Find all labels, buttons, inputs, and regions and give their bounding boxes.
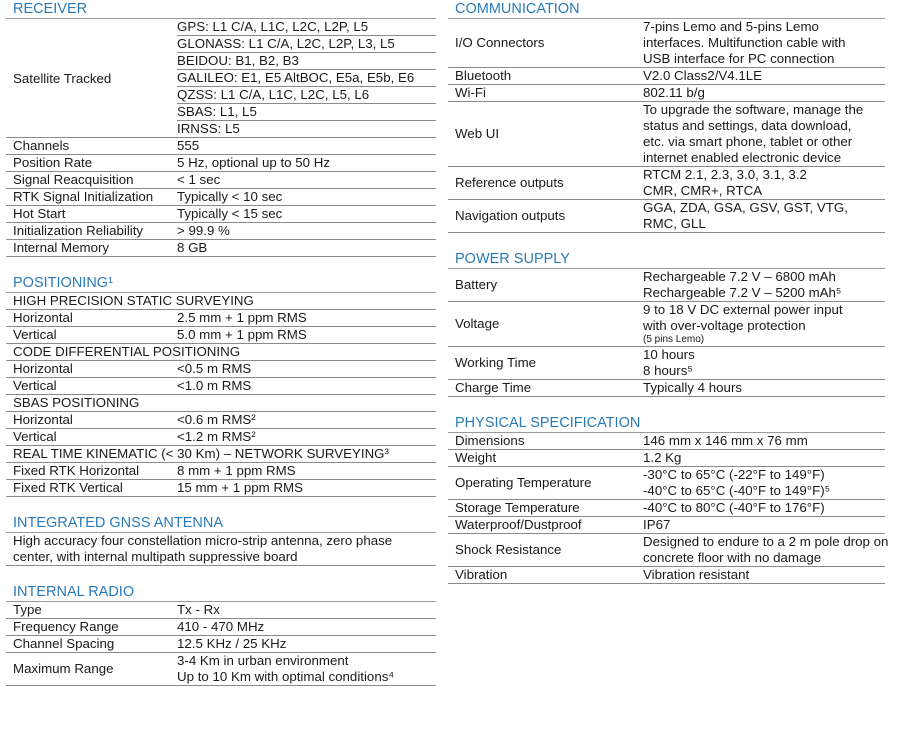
spec-label: Frequency Range	[13, 619, 119, 634]
spec-value: 555	[177, 138, 200, 153]
value-line: USB interface for PC connection	[643, 51, 835, 66]
value-line: GGA, ZDA, GSA, GSV, GST, VTG,	[643, 200, 848, 215]
left-column	[6, 0, 436, 703]
spec-value: Typically 4 hours	[643, 380, 743, 395]
spec-label: Fixed RTK Horizontal	[13, 463, 140, 478]
spec-value: <0.5 m RMS	[177, 361, 252, 376]
value-line: etc. via smart phone, tablet or other	[643, 134, 853, 149]
satellite-item: IRNSS: L5	[177, 121, 240, 136]
radio-title: INTERNAL RADIO	[6, 583, 436, 602]
value-line: Up to 10 Km with optimal conditions⁴	[177, 669, 395, 684]
spec-label: Wi-Fi	[455, 85, 487, 100]
spec-value: 5 Hz, optional up to 50 Hz	[177, 155, 331, 170]
spec-value: 2.5 mm + 1 ppm RMS	[177, 310, 307, 325]
antenna-description-row	[6, 533, 436, 566]
spec-label: RTK Signal Initialization	[13, 189, 154, 204]
value-line: Rechargeable 7.2 V – 5200 mAh⁵	[643, 285, 842, 300]
spec-row	[448, 68, 885, 85]
spec-value	[643, 534, 888, 566]
spec-row	[6, 240, 436, 257]
spec-row	[6, 223, 436, 240]
value-line: Designed to endure to a 2 m pole drop on	[643, 534, 889, 549]
spec-label: Initialization Reliability	[13, 223, 144, 238]
spec-row	[448, 380, 885, 397]
spec-value	[643, 347, 885, 379]
spec-row	[6, 172, 436, 189]
spec-value: 1.2 Kg	[643, 450, 682, 465]
spec-row	[6, 619, 436, 636]
spec-label: Channel Spacing	[13, 636, 115, 651]
spec-row	[448, 500, 885, 517]
spec-value: <1.0 m RMS	[177, 378, 252, 393]
spec-label: Bluetooth	[455, 68, 512, 83]
spec-value: 15 mm + 1 ppm RMS	[177, 480, 303, 495]
spec-row	[448, 433, 885, 450]
spec-label: Vibration	[455, 567, 508, 582]
satellite-list	[177, 19, 436, 137]
spec-value: < 1 sec	[177, 172, 221, 187]
spec-label: Working Time	[455, 355, 537, 370]
spec-value: 146 mm x 146 mm x 76 mm	[643, 433, 808, 448]
value-line: 8 hours⁵	[643, 363, 693, 378]
value-line: 9 to 18 V DC external power input	[643, 302, 843, 317]
spec-label: Weight	[455, 450, 497, 465]
spec-label: Hot Start	[13, 206, 66, 221]
spec-row	[6, 206, 436, 223]
spec-row	[6, 310, 436, 327]
spec-row	[6, 361, 436, 378]
spec-label: Channels	[13, 138, 70, 153]
subheading-row	[6, 344, 436, 361]
spec-row	[448, 102, 885, 167]
value-line: 7-pins Lemo and 5-pins Lemo	[643, 19, 819, 34]
spec-value: Typically < 15 sec	[177, 206, 283, 221]
value-line: RMC, GLL	[643, 216, 706, 231]
spec-row	[448, 302, 885, 347]
value-line: with over-voltage protection	[643, 318, 806, 333]
satellite-item: BEIDOU: B1, B2, B3	[177, 53, 436, 70]
spec-label: Type	[13, 602, 42, 617]
spec-label: Battery	[455, 277, 498, 292]
spec-row	[6, 327, 436, 344]
spec-row	[448, 85, 885, 102]
spec-value: Tx - Rx	[177, 602, 220, 617]
spec-row	[6, 412, 436, 429]
physical-title: PHYSICAL SPECIFICATION	[448, 414, 885, 433]
subheading-row	[6, 446, 436, 463]
spec-label: Position Rate	[13, 155, 93, 170]
satellite-item: SBAS: L1, L5	[177, 104, 436, 121]
spec-value: 410 - 470 MHz	[177, 619, 265, 634]
value-line: 10 hours	[643, 347, 695, 362]
spec-label: Vertical	[13, 429, 57, 444]
value-note: (5 pins Lemo)	[643, 334, 705, 345]
right-column	[448, 0, 889, 601]
spec-row	[6, 636, 436, 653]
radio-section	[6, 583, 436, 686]
value-line: To upgrade the software, manage the	[643, 102, 864, 117]
spec-label: Reference outputs	[455, 175, 564, 190]
spec-value: <0.6 m RMS²	[177, 412, 256, 427]
power-section	[448, 250, 885, 397]
spec-label: Signal Reacquisition	[13, 172, 134, 187]
subheading: CODE DIFFERENTIAL POSITIONING	[13, 344, 241, 359]
spec-value: 5.0 mm + 1 ppm RMS	[177, 327, 307, 342]
spec-label: Voltage	[455, 316, 500, 331]
description-line: center, with internal multipath suppressive board	[13, 549, 298, 564]
spec-label: Maximum Range	[13, 661, 114, 676]
value-line: -30°C to 65°C (-22°F to 149°F)	[643, 467, 825, 482]
description-line: High accuracy four constellation micro-strip antenna, zero phase	[13, 533, 393, 548]
spec-row	[6, 653, 436, 686]
value-line: interfaces. Multifunction cable with	[643, 35, 846, 50]
subheading-row	[6, 395, 436, 412]
positioning-section	[6, 274, 436, 497]
communication-section	[448, 0, 885, 233]
spec-value: V2.0 Class2/V4.1LE	[643, 68, 763, 83]
spec-value	[643, 467, 885, 499]
subheading: HIGH PRECISION STATIC SURVEYING	[13, 293, 254, 308]
spec-label: Fixed RTK Vertical	[13, 480, 123, 495]
spec-value	[177, 653, 436, 685]
positioning-title: POSITIONING¹	[6, 274, 436, 293]
spec-row	[448, 269, 885, 302]
satellite-item: GPS: L1 C/A, L1C, L2C, L2P, L5	[177, 19, 436, 36]
spec-value: 8 mm + 1 ppm RMS	[177, 463, 296, 478]
spec-row	[448, 167, 885, 200]
spec-value: 8 GB	[177, 240, 208, 255]
subheading: SBAS POSITIONING	[13, 395, 140, 410]
subheading-row	[6, 293, 436, 310]
satellite-item: GALILEO: E1, E5 AltBOC, E5a, E5b, E6	[177, 70, 436, 87]
value-line: CMR, CMR+, RTCA	[643, 183, 763, 198]
spec-row	[448, 517, 885, 534]
satellite-tracked-label: Satellite Tracked	[13, 70, 112, 86]
spec-row	[6, 189, 436, 206]
antenna-section	[6, 514, 436, 566]
spec-label: Horizontal	[13, 412, 73, 427]
receiver-section	[6, 0, 436, 257]
spec-value: IP67	[643, 517, 671, 532]
spec-row	[448, 467, 885, 500]
spec-value: <1.2 m RMS²	[177, 429, 256, 444]
spec-row	[448, 534, 889, 567]
spec-value	[643, 102, 885, 166]
spec-row	[6, 155, 436, 172]
spec-row	[6, 138, 436, 155]
value-line: internet enabled electronic device	[643, 150, 842, 165]
satellite-item: QZSS: L1 C/A, L1C, L2C, L5, L6	[177, 87, 436, 104]
spec-label: I/O Connectors	[455, 35, 545, 50]
spec-value: Vibration resistant	[643, 567, 750, 582]
antenna-description	[6, 533, 436, 565]
communication-title: COMMUNICATION	[448, 0, 885, 19]
value-line: concrete floor with no damage	[643, 550, 822, 565]
spec-label: Vertical	[13, 378, 57, 393]
spec-label: Storage Temperature	[455, 500, 580, 515]
physical-section	[448, 414, 889, 584]
value-line: 3-4 Km in urban environment	[177, 653, 349, 668]
spec-row	[448, 567, 885, 584]
spec-row	[448, 19, 885, 68]
spec-label: Shock Resistance	[455, 542, 562, 557]
value-line: RTCM 2.1, 2.3, 3.0, 3.1, 3.2	[643, 167, 807, 182]
spec-row	[448, 200, 885, 233]
satellite-tracked-row	[6, 19, 436, 138]
spec-row	[448, 450, 885, 467]
spec-label: Charge Time	[455, 380, 532, 395]
spec-value: -40°C to 80°C (-40°F to 176°F)	[643, 500, 825, 515]
spec-value: 802.11 b/g	[643, 85, 705, 100]
subheading: REAL TIME KINEMATIC (< 30 Km) – NETWORK SURVEYING³	[13, 446, 389, 461]
power-title: POWER SUPPLY	[448, 250, 885, 269]
spec-label: Horizontal	[13, 310, 73, 325]
value-line: status and settings, data download,	[643, 118, 852, 133]
spec-row	[6, 378, 436, 395]
spec-row	[6, 429, 436, 446]
spec-label: Horizontal	[13, 361, 73, 376]
spec-value	[643, 200, 885, 232]
spec-value	[643, 19, 885, 67]
value-line: -40°C to 65°C (-40°F to 149°F)⁵	[643, 483, 831, 498]
spec-label: Internal Memory	[13, 240, 110, 255]
spec-row	[448, 347, 885, 380]
spec-row	[6, 463, 436, 480]
spec-label: Operating Temperature	[455, 475, 592, 490]
spec-value: 12.5 KHz / 25 KHz	[177, 636, 287, 651]
spec-label: Web UI	[455, 126, 500, 141]
satellite-item: GLONASS: L1 C/A, L2C, L2P, L3, L5	[177, 36, 436, 53]
spec-row	[6, 602, 436, 619]
spec-value	[643, 167, 885, 199]
spec-label: Dimensions	[455, 433, 525, 448]
spec-label: Vertical	[13, 327, 57, 342]
spec-label: Navigation outputs	[455, 208, 566, 223]
spec-label: Waterproof/Dustproof	[455, 517, 582, 532]
spec-value: Typically < 10 sec	[177, 189, 283, 204]
spec-row	[6, 480, 436, 497]
antenna-title: INTEGRATED GNSS ANTENNA	[6, 514, 436, 533]
receiver-title: RECEIVER	[6, 0, 436, 19]
spec-value	[643, 302, 885, 346]
value-line: Rechargeable 7.2 V – 6800 mAh	[643, 269, 836, 284]
spec-value	[643, 269, 885, 301]
spec-value: > 99.9 %	[177, 223, 230, 238]
